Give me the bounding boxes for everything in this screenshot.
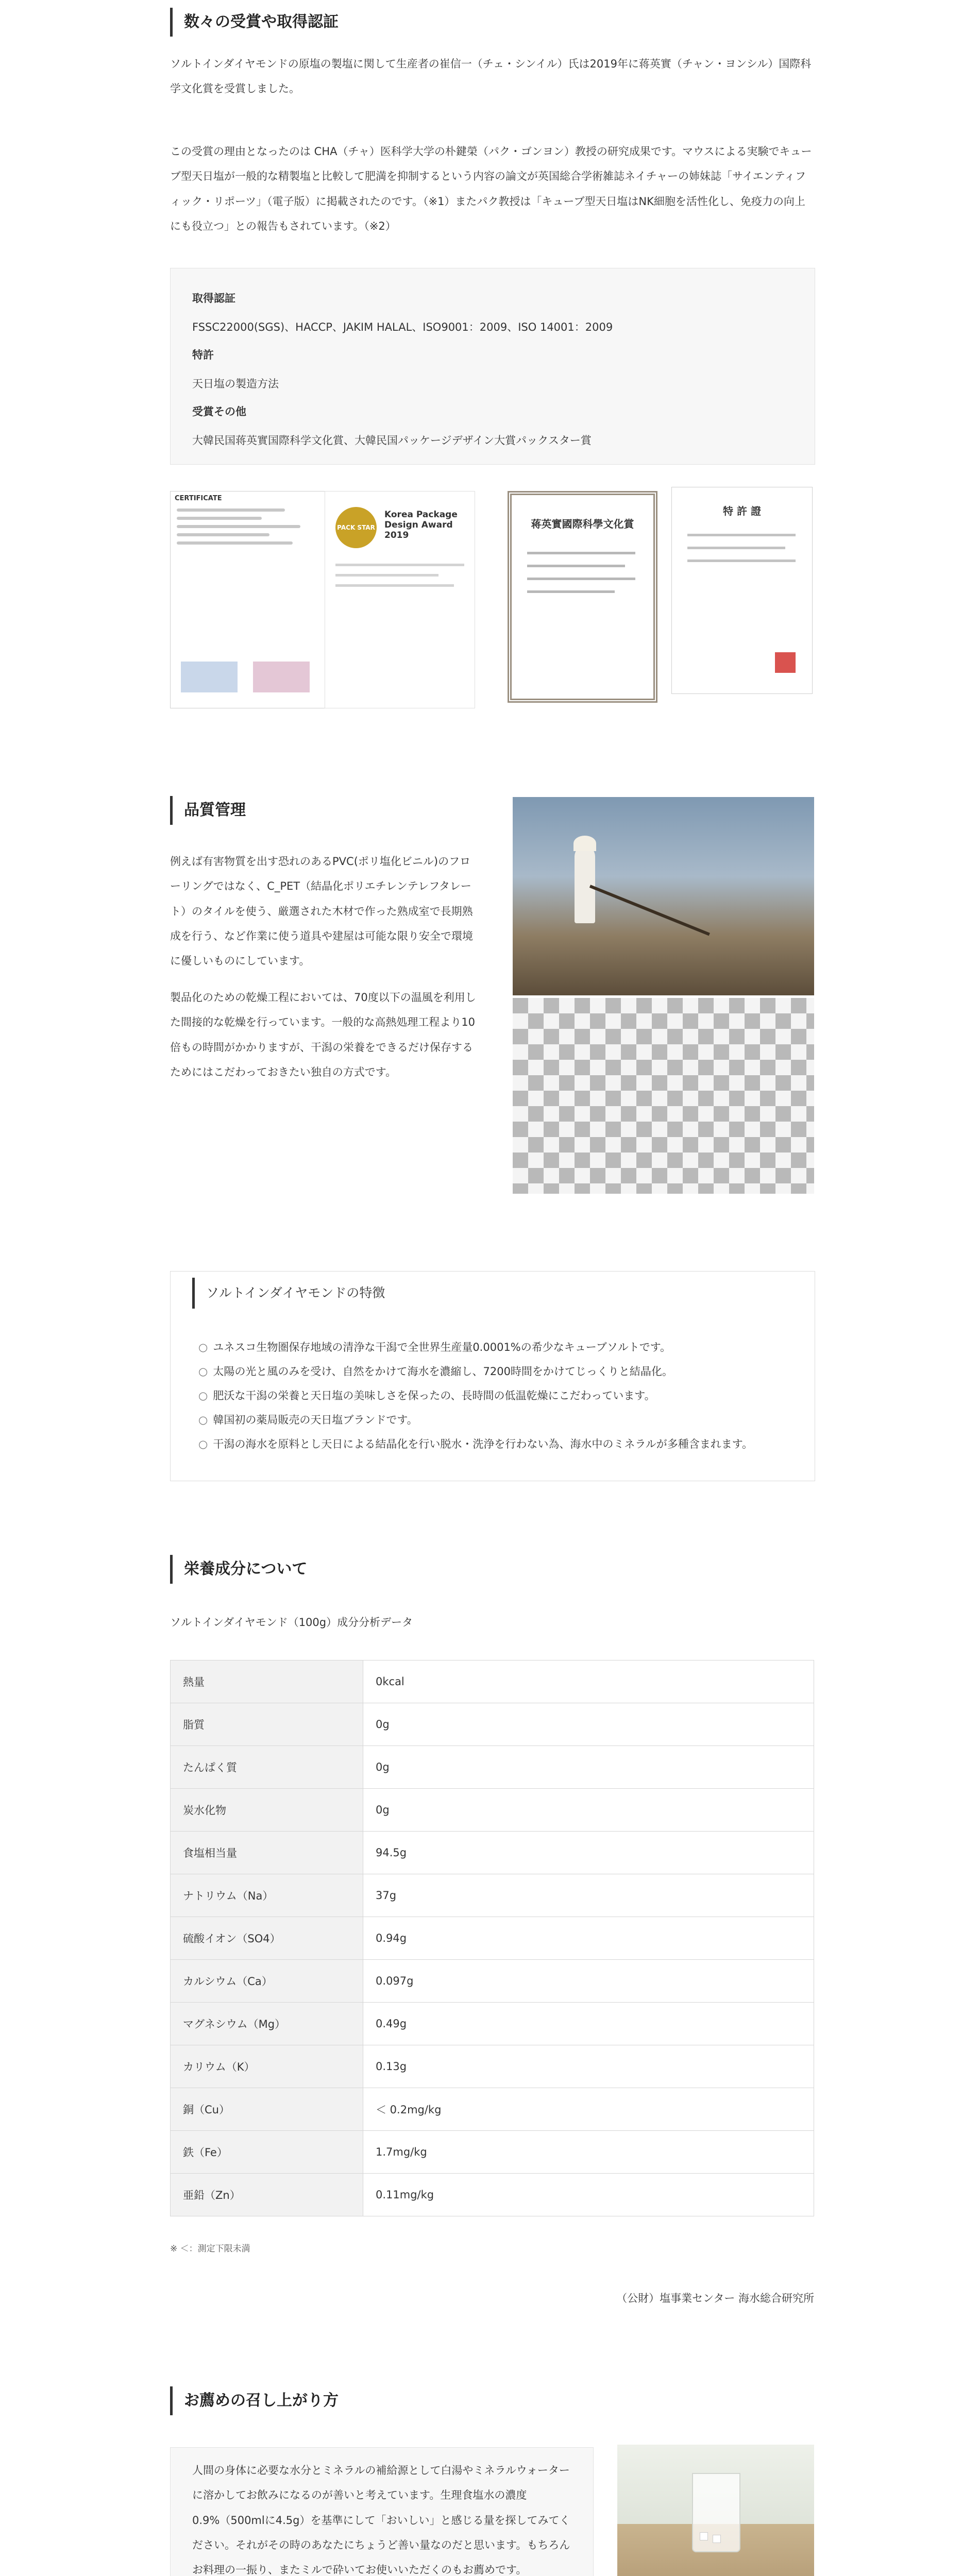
awards-paragraph-2: この受賞の理由となったのは CHA（チャ）医科学大学の朴鍵榮（パク・ゴンヨン）教授の研究成果です。マウスによる実験でキューブ型天日塩が一般的な精製塩と比較して肥満を抑制するという内容の論文が英国総合学術雑誌ネイチャーの姉妹誌「サイエンティフィック・リポーツ」（電子版）に掲載されたのです。（※1）またパク教授は「キューブ型天日塩はNK細胞を活性化し、免疫力の向上にも役立つ」との報告もされています。（※2） — [170, 145, 812, 232]
awards-paragraph-1: ソルトインダイヤモンドの原塩の製塩に関して生産者の崔信一（チェ・シンイル）氏は2019年に蒋英實（チャン・ヨンシル）国際科学文化賞を受賞しました。 — [170, 58, 812, 95]
nutrient-name: カルシウム（Ca） — [171, 1960, 363, 2003]
nutrient-value: ＜ 0.2mg/kg — [363, 2088, 814, 2131]
nutrient-name: 脂質 — [171, 1703, 363, 1746]
nutrient-value: 0.49g — [363, 2003, 814, 2045]
nutrient-value: 0.11mg/kg — [363, 2174, 814, 2216]
feature-item: ○ 肥沃な干潟の栄養と天日塩の美味しさを保ったの、長時間の低温乾燥にこだわっています。 — [198, 1388, 655, 1403]
nutrient-name: 銅（Cu） — [171, 2088, 363, 2131]
table-note: ※ ＜：測定下限未満 — [170, 2244, 250, 2254]
feature-item: ○ 干潟の海水を原料とし天日による結晶化を行い脱水・洗浄を行わない為、海水中のミネラルが多種含まれます。 — [198, 1436, 753, 1452]
nutrient-name: 炭水化物 — [171, 1789, 363, 1832]
table-row — [171, 1789, 814, 1832]
nutrient-name: 鉄（Fe） — [171, 2131, 363, 2174]
recommend-box — [170, 2447, 594, 2576]
cert-label: 取得認証 — [192, 292, 235, 304]
nutrition-table — [170, 1660, 814, 2216]
table-row — [171, 2088, 814, 2131]
nutrient-value: 0g — [363, 1789, 814, 1832]
table-row — [171, 1746, 814, 1789]
nutrient-value: 0.13g — [363, 2045, 814, 2088]
salt-field-worker-photo — [513, 797, 814, 995]
nutrient-value: 0kcal — [363, 1660, 814, 1703]
quality-paragraph-1: 例えば有害物質を出す恐れのあるPVC(ポリ塩化ビニル)のフローリングではなく、C_PET（結晶化ポリエチレンテレフタレート）のタイルを使う、厳選された木材で作った熟成室で長期熟成を行う、など作業に使う道具や建屋は可能な限り安全で環境に優しいものにしています。 — [170, 855, 473, 968]
certification-box — [170, 268, 815, 465]
awards-heading: 数々の受賞や取得認証 — [170, 8, 339, 37]
patent-label: 特許 — [192, 349, 214, 361]
table-row — [171, 2003, 814, 2045]
table-row — [171, 1660, 814, 1703]
table-row — [171, 2174, 814, 2216]
nutrition-heading: 栄養成分について — [170, 1555, 307, 1584]
patent-certificate-title: 特 許 證 — [723, 505, 761, 517]
table-row — [171, 2131, 814, 2174]
table-row — [171, 2045, 814, 2088]
quality-heading: 品質管理 — [170, 796, 246, 825]
fssc-certificate-image — [170, 491, 326, 708]
nutrient-name: 亜鉛（Zn） — [171, 2174, 363, 2216]
recommend-text: 人間の身体に必要な水分とミネラルの補給源として白湯やミネラルウォーターに溶かしてお飲みになるのが善いと考えています。生理食塩水の濃度0.9%（500mlに4.5g）を基準にして「おいしい」と感じる量を探してみてください。それがその時のあなたにちょうど善い量なのだと思います。もちろんお料理の一振り、またミルで砕いてお使いいただくのもお薦めです。 — [192, 2464, 570, 2576]
nutrition-subtitle: ソルトインダイヤモンド（100g）成分分析データ — [170, 1616, 413, 1629]
recommend-heading: お薦めの召し上がり方 — [170, 2386, 339, 2415]
nutrient-value: 1.7mg/kg — [363, 2131, 814, 2174]
seal-stamp — [775, 652, 796, 673]
feature-item: ○ 太陽の光と風のみを受け、自然をかけて海水を濃縮し、7200時間をかけてじっくりと結晶化。 — [198, 1364, 673, 1379]
nutrient-name: たんぱく質 — [171, 1746, 363, 1789]
cert-value: FSSC22000(SGS)、HACCP、JAKIM HALAL、ISO9001：2009、ISO 14001：2009 — [192, 321, 613, 333]
nutrient-value: 0g — [363, 1746, 814, 1789]
features-title: ソルトインダイヤモンドの特徴 — [192, 1278, 385, 1309]
table-row — [171, 1917, 814, 1960]
nutrient-value: 0.94g — [363, 1917, 814, 1960]
nutrient-name: マグネシウム（Mg） — [171, 2003, 363, 2045]
prize-label: 受賞その他 — [192, 405, 246, 418]
prize-value: 大韓民国蒋英實国際科学文化賞、大韓民国パッケージデザイン大賞パックスター賞 — [192, 434, 592, 447]
patent-value: 天日塩の製造方法 — [192, 378, 279, 390]
international-science-award-image — [508, 491, 657, 703]
feature-item: ○ 韓国初の薬局販売の天日塩ブランドです。 — [198, 1412, 418, 1428]
table-row — [171, 1832, 814, 1874]
package-design-award-image — [325, 491, 475, 708]
patent-certificate-image — [671, 487, 813, 694]
nutrient-value: 0g — [363, 1703, 814, 1746]
feature-item: ○ ユネスコ生物圏保存地域の清浄な干潟で全世界生産量0.0001%の希少なキューブソルトです。 — [198, 1340, 671, 1355]
quality-paragraph-2: 製品化のための乾燥工程においては、70度以下の温風を利用した間接的な乾燥を行っています。一般的な高熱処理工程より10倍もの時間がかかりますが、干潟の栄養をできるだけ保存するためにはこだわっておきたい独自の方式です。 — [170, 991, 476, 1078]
award-certificate-title: 蒋英實國際科學文化賞 — [531, 518, 634, 530]
salt-cubes-photo — [513, 998, 814, 1194]
nutrient-name: カリウム（K） — [171, 2045, 363, 2088]
nutrient-value: 37g — [363, 1874, 814, 1917]
nutrient-name: 硫酸イオン（SO4） — [171, 1917, 363, 1960]
nutrient-name: ナトリウム（Na） — [171, 1874, 363, 1917]
table-row — [171, 1874, 814, 1917]
nutrient-name: 熱量 — [171, 1660, 363, 1703]
award-title: Korea Package Design Award 2019 — [384, 510, 458, 540]
nutrient-value: 94.5g — [363, 1832, 814, 1874]
pack-star-badge: PACK STAR — [335, 507, 377, 548]
nutrient-name: 食塩相当量 — [171, 1832, 363, 1874]
table-row — [171, 1960, 814, 2003]
water-glass-photo — [617, 2445, 814, 2576]
data-source: （公財）塩事業センター 海水総合研究所 — [616, 2292, 814, 2304]
table-row — [171, 1703, 814, 1746]
certificate-title: CERTIFICATE — [175, 495, 222, 502]
nutrient-value: 0.097g — [363, 1960, 814, 2003]
